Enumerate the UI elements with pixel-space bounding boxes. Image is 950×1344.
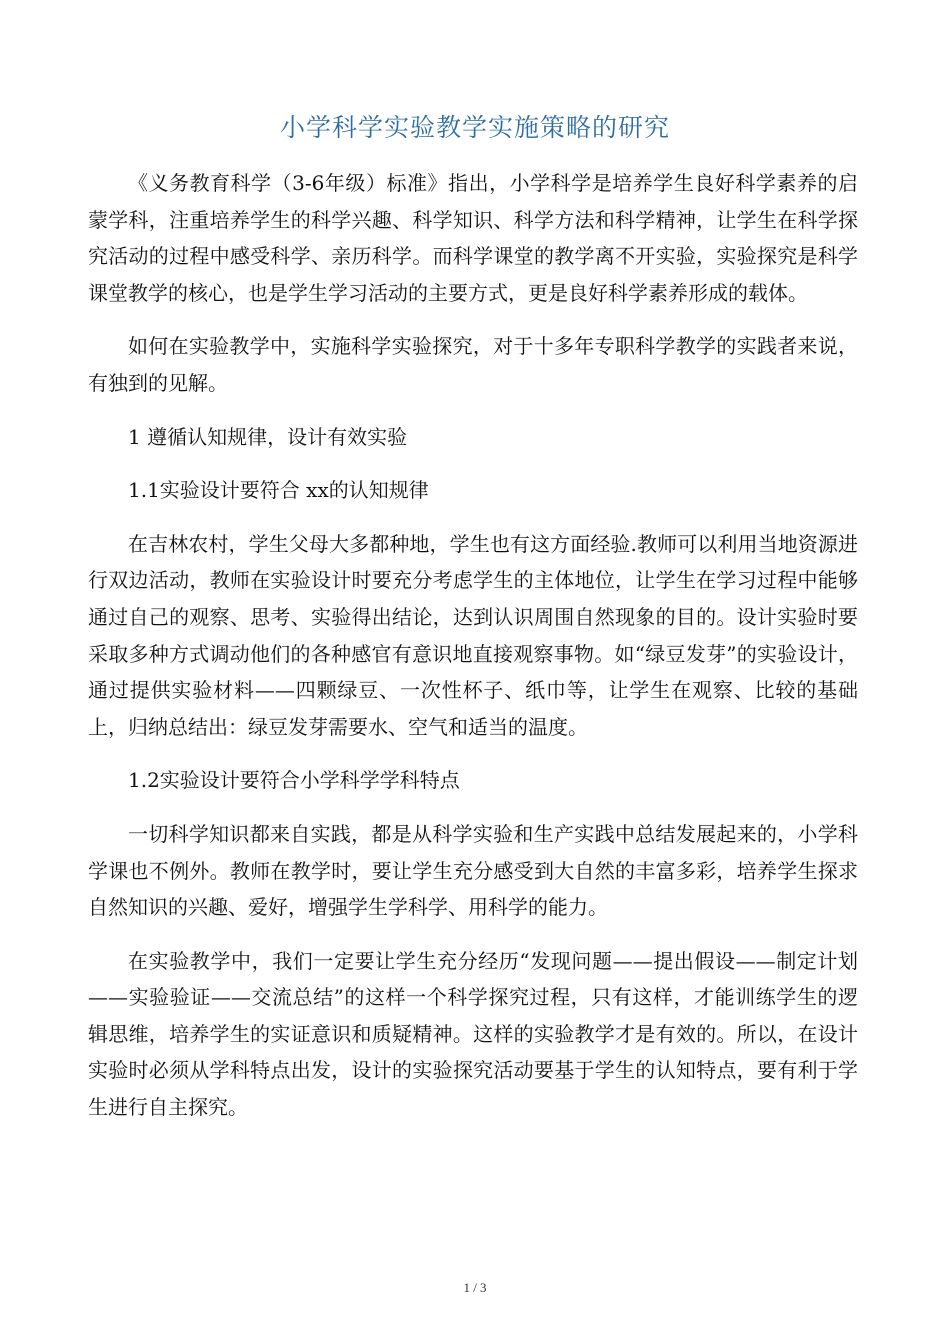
paragraph-intro: 《义务教育科学（3-6年级）标准》指出，小学科学是培养学生良好科学素养的启蒙学科，注重培养学生的科学兴趣、科学知识、科学方法和科学精神，让学生在科学探究活动的过程中感受科学、亲历科学。而科学课堂的教学离不开实验，实验探究是科学课堂教学的核心，也是学生学习活动的主要方式，更是良好科学素养形成的载体。: [88, 171, 858, 305]
paragraph-inquiry: 在实验教学中，我们一定要让学生充分经历“发现问题——提出假设——制定计划——实验验证——交流总结”的这样一个科学探究过程，只有这样，才能训练学生的逻辑思维，培养学生的实证意识和质疑精神。这样的实验教学才是有效的。所以，在设计实验时必须从学科特点出发，设计的实验探究活动要基于学生的认知特点，要有利于学生进行自主探究。: [88, 948, 858, 1120]
section-heading-1-2: 1.2实验设计要符合小学科学学科特点: [128, 768, 460, 793]
document-title: 小学科学实验教学实施策略的研究: [279, 113, 670, 142]
page-number: 1 / 3: [463, 1280, 487, 1295]
paragraph-question: 如何在实验教学中，实施科学实验探究，对于十多年专职科学教学的实践者来说，有独到的见解。: [88, 334, 858, 395]
document-body: [88, 165, 858, 1143]
section-heading-1-1: 1.1实验设计要符合 xx的认知规律: [128, 478, 429, 503]
paragraph-jilin: 在吉林农村，学生父母大多都种地，学生也有这方面经验.教师可以利用当地资源进行双边活动，教师在实验设计时要充分考虑学生的主体地位，让学生在学习过程中能够通过自己的观察、思考、实验得出结论，达到认识周围自然现象的目的。设计实验时要采取多种方式调动他们的各种感官有意识地直接观察事物。如“绿豆发芽”的实验设计，通过提供实验材料——四颗绿豆、一次性杯子、纸巾等，让学生在观察、比较的基础上，归纳总结出：绿豆发芽需要水、空气和适当的温度。: [88, 531, 858, 739]
paragraph-practice: 一切科学知识都来自实践，都是从科学实验和生产实践中总结发展起来的，小学科学课也不例外。教师在教学时，要让学生充分感受到大自然的丰富多彩，培养学生探求自然知识的兴趣、爱好，增强学生学科学、用科学的能力。: [88, 821, 858, 920]
section-heading-1: 1 遵循认知规律，设计有效实验: [128, 424, 408, 449]
